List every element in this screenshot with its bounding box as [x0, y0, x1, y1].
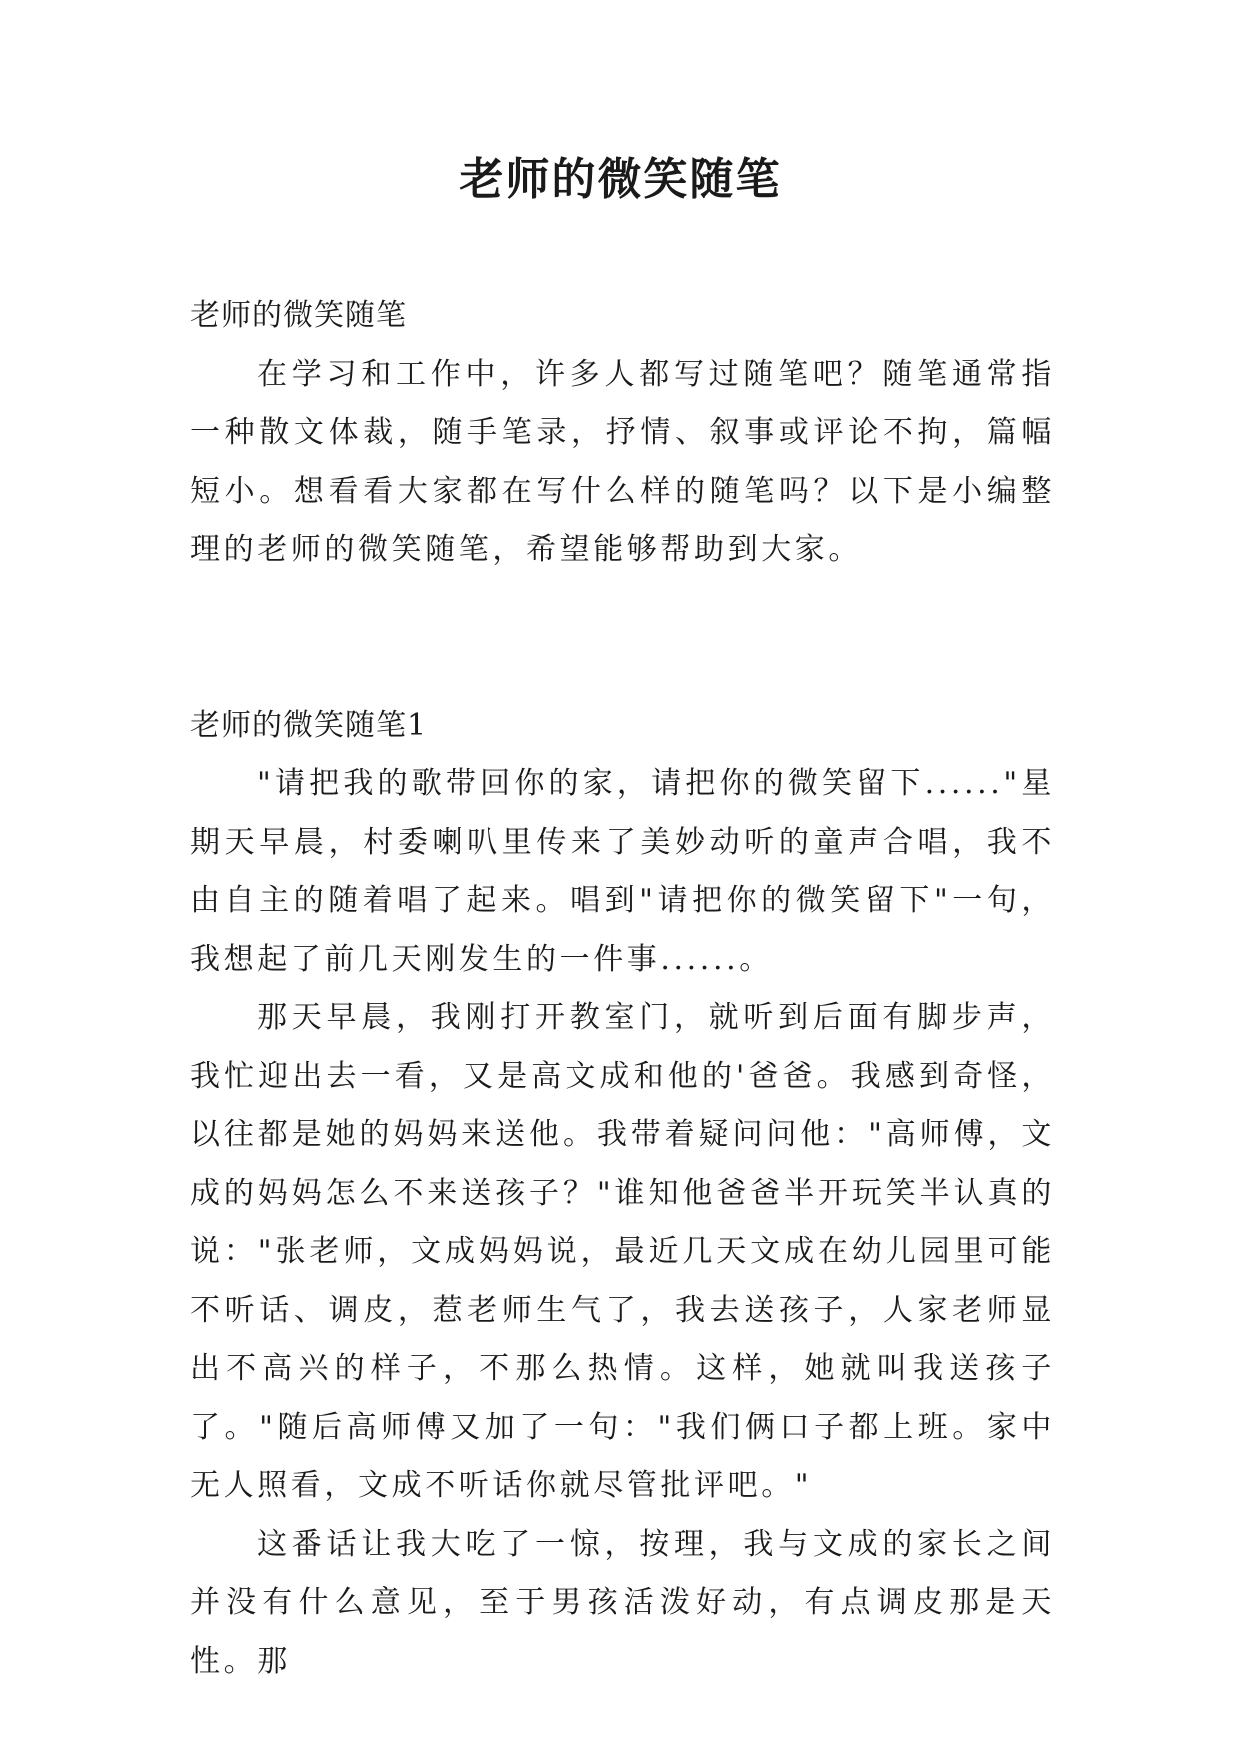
- document-title: 老师的微笑随笔: [459, 154, 782, 205]
- section-spacer: [190, 580, 1055, 697]
- document-body: [190, 287, 1055, 1691]
- section-heading: 老师的微笑随笔1: [190, 707, 428, 743]
- intro-paragraph: 在学习和工作中，许多人都写过随笔吧？随笔通常指一种散文体裁，随手笔录，抒情、叙事或评论不拘，篇幅短小。想看看大家都在写什么样的随笔吗？以下是小编整理的老师的微笑随笔，希望能够帮助到大家。: [190, 356, 1055, 567]
- body-paragraph: 那天早晨，我刚打开教室门，就听到后面有脚步声，我忙迎出去一看，又是高文成和他的'爸爸。我感到奇怪，以往都是她的妈妈来送他。我带着疑问问他："高师傅，文成的妈妈怎么不来送孩子？"谁知他爸爸半开玩笑半认真的说："张老师，文成妈妈说，最近几天文成在幼儿园里可能不听话、调皮，惹老师生气了，我去送孩子，人家老师显出不高兴的样子，不那么热情。这样，她就叫我送孩子了。"随后高师傅又加了一句："我们俩口子都上班。家中无人照看，文成不听话你就尽管批评吧。": [190, 1000, 1055, 1503]
- intro-heading: 老师的微笑随笔: [190, 298, 407, 333]
- body-paragraph: 这番话让我大吃了一惊，按理，我与文成的家长之间并没有什么意见，至于男孩活泼好动，有点调皮那是天性。那: [190, 1526, 1055, 1679]
- body-paragraph: "请把我的歌带回你的家，请把你的微笑留下......"星期天早晨，村委喇叭里传来了美妙动听的童声合唱，我不由自主的随着唱了起来。唱到"请把你的微笑留下"一句，我想起了前几天刚发生的一件事......。: [190, 766, 1055, 977]
